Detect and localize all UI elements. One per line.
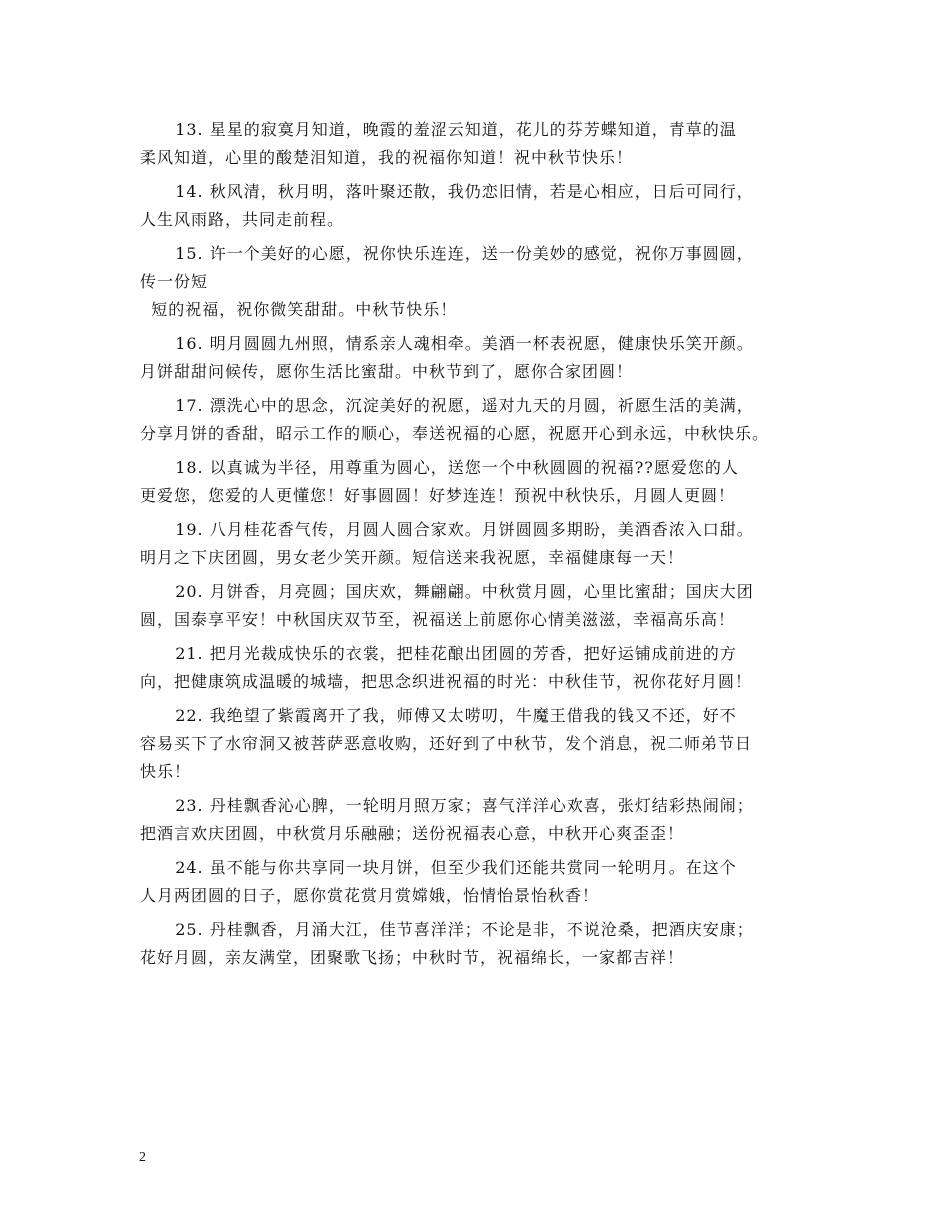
paragraph-25-line-2: 花好月圆，亲友满堂，团聚歌飞扬；中秋时节，祝福绵长，一家都吉祥！ [140, 948, 685, 967]
paragraph-17-line-2: 分享月饼的香甜，昭示工作的顺心，奉送祝福的心愿，祝愿开心到永远，中秋快乐。 [140, 424, 770, 443]
paragraph-15-line-2: 传一份短 [140, 272, 209, 291]
paragraph-17-line-1: 17. 漂洗心中的思念，沉淀美好的祝愿，遥对九天的月圆，祈愿生活的美满， [175, 396, 754, 415]
paragraph-21-line-2: 向，把健康筑成温暖的城墙，把思念织进祝福的时光：中秋佳节，祝你花好月圆！ [140, 672, 753, 691]
paragraph-18-line-1: 18. 以真诚为半径，用尊重为圆心，送您一个中秋圆圆的祝福??愿爱您的人 [175, 458, 739, 477]
paragraph-25-line-1: 25. 丹桂飘香，月涌大江，佳节喜洋洋；不论是非，不说沧桑，把酒庆安康； [175, 920, 754, 939]
paragraph-14 [140, 178, 830, 234]
paragraph-14-line-2: 人生风雨路，共同走前程。 [140, 210, 345, 229]
paragraph-16-line-1: 16. 明月圆圆九州照，情系亲人魂相牵。美酒一杯表祝愿，健康快乐笑开颜。 [175, 334, 754, 353]
paragraph-21 [140, 640, 830, 696]
paragraph-18-line-2: 更爱您，您爱的人更懂您！好事圆圆！好梦连连！预祝中秋快乐，月圆人更圆！ [140, 486, 736, 505]
paragraph-19-line-2: 明月之下庆团圆，男女老少笑开颜。短信送来我祝愿，幸福健康每一天！ [140, 548, 685, 567]
paragraph-15-line-3: 短的祝福，祝你微笑甜甜。中秋节快乐！ [151, 300, 458, 319]
paragraph-24 [140, 854, 830, 910]
paragraph-25 [140, 916, 830, 972]
paragraph-23-line-1: 23. 丹桂飘香沁心脾，一轮明月照万家；喜气洋洋心欢喜，张灯结彩热闹闹； [175, 796, 754, 815]
paragraph-13-line-1: 13. 星星的寂寞月知道，晚霞的羞涩云知道，花儿的芬芳蝶知道，青草的温 [175, 120, 737, 139]
paragraph-13-line-2: 柔风知道，心里的酸楚泪知道，我的祝福你知道！祝中秋节快乐！ [140, 148, 634, 167]
paragraph-22-line-3: 快乐！ [140, 762, 192, 781]
paragraph-16 [140, 330, 830, 386]
paragraph-18 [140, 454, 830, 510]
document-body [140, 116, 830, 972]
paragraph-23-line-2: 把酒言欢庆团圆，中秋赏月乐融融；送份祝福表心意，中秋开心爽歪歪！ [140, 824, 685, 843]
paragraph-13 [140, 116, 830, 172]
paragraph-22-line-1: 22. 我绝望了紫霞离开了我，师傅又太唠叨，牛魔王借我的钱又不还，好不 [175, 706, 737, 725]
paragraph-20-line-2: 圆，国泰享平安！中秋国庆双节至，祝福送上前愿你心情美滋滋，幸福高乐高！ [140, 610, 736, 629]
paragraph-15 [140, 240, 830, 324]
paragraph-21-line-1: 21. 把月光裁成快乐的衣裳，把桂花酿出团圆的芳香，把好运铺成前进的方 [175, 644, 737, 663]
paragraph-16-line-2: 月饼甜甜问候传，愿你生活比蜜甜。中秋节到了，愿你合家团圆！ [140, 362, 634, 381]
paragraph-24-line-1: 24. 虽不能与你共享同一块月饼，但至少我们还能共赏同一轮明月。在这个 [175, 858, 737, 877]
paragraph-22 [140, 702, 830, 786]
paragraph-19 [140, 516, 830, 572]
paragraph-24-line-2: 人月两团圆的日子，愿你赏花赏月赏嫦娥，怡情怡景怡秋香！ [140, 886, 600, 905]
paragraph-17 [140, 392, 830, 448]
paragraph-22-line-2: 容易买下了水帘洞又被菩萨恶意收购，还好到了中秋节，发个消息，祝二师弟节日 [140, 734, 753, 753]
paragraph-19-line-1: 19. 八月桂花香气传，月圆人圆合家欢。月饼圆圆多期盼，美酒香浓入口甜。 [175, 520, 754, 539]
paragraph-15-line-1: 15. 许一个美好的心愿，祝你快乐连连，送一份美妙的感觉，祝你万事圆圆， [175, 244, 754, 263]
paragraph-23 [140, 792, 830, 848]
paragraph-20 [140, 578, 830, 634]
page-number: 2 [139, 1150, 146, 1165]
paragraph-20-line-1: 20. 月饼香，月亮圆；国庆欢，舞翩翩。中秋赏月圆，心里比蜜甜；国庆大团 [175, 582, 754, 601]
paragraph-14-line-1: 14. 秋风清，秋月明，落叶聚还散，我仍恋旧情，若是心相应，日后可同行， [175, 182, 754, 201]
